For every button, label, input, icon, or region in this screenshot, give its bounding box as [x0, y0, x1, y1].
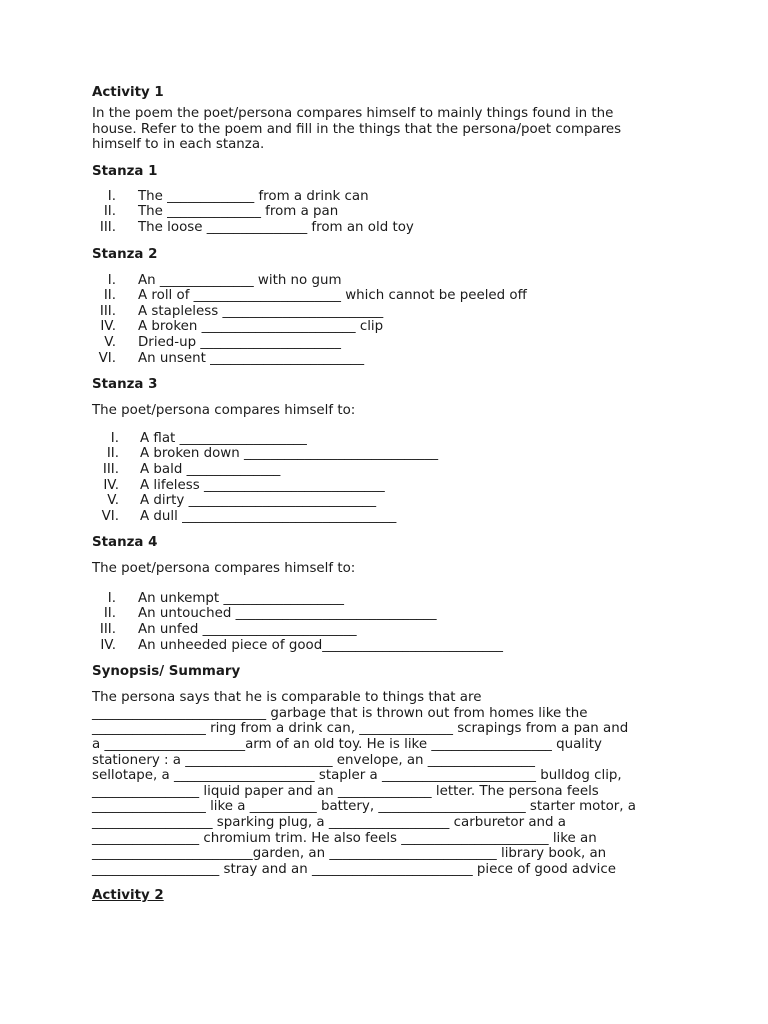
list-text: A broken down _____________________________ — [140, 446, 439, 462]
list-number: II. — [103, 204, 116, 220]
list-text: A bald ______________ — [140, 461, 281, 477]
list-item — [92, 493, 692, 509]
synopsis-line: ___________________ stray and an ________________________ piece of good advice — [92, 861, 616, 877]
synopsis-line: _________________ ring from a drink can, ______________ scrapings from a pan and — [92, 721, 629, 737]
worksheet-content — [92, 84, 692, 905]
synopsis-line: The persona says that he is comparable to things that are — [92, 690, 482, 706]
list-number: III. — [99, 622, 116, 638]
list-text: The loose _______________ from an old toy — [138, 219, 414, 235]
activity1-intro-line: himself to in each stanza. — [92, 137, 265, 153]
stanza1-heading: Stanza 1 — [92, 163, 158, 179]
activity1-intro-line: house. Refer to the poem and fill in the things that the persona/poet compares — [92, 121, 622, 137]
list-text: An unheeded piece of good___________________________ — [138, 637, 503, 653]
synopsis-line: _________________ like a __________ battery, ______________________ starter motor, a — [92, 799, 636, 815]
synopsis-line: __________________________ garbage that is thrown out from homes like the — [92, 705, 588, 721]
stanza3-heading: Stanza 3 — [92, 377, 158, 393]
stanza2-list — [92, 273, 692, 367]
list-text: An unsent _______________________ — [138, 350, 365, 366]
list-number: IV. — [100, 319, 116, 335]
list-number: IV. — [100, 637, 116, 653]
list-item — [92, 220, 692, 236]
list-item — [92, 304, 692, 320]
stanza1-list — [92, 189, 692, 236]
activity2-heading: Activity 2 — [92, 888, 164, 904]
synopsis-line: a _____________________arm of an old toy. He is like __________________ quality — [92, 737, 602, 753]
list-item — [92, 351, 692, 367]
list-number: VI. — [101, 508, 119, 524]
list-item — [92, 462, 692, 478]
list-text: A stapleless ________________________ — [138, 303, 384, 319]
synopsis-line: stationery : a ______________________ envelope, an ________________ — [92, 752, 535, 768]
list-number: II. — [103, 288, 116, 304]
list-item — [92, 319, 692, 335]
list-text: A roll of ______________________ which cannot be peeled off — [138, 288, 527, 304]
list-number: VI. — [98, 350, 116, 366]
list-number: II. — [103, 606, 116, 622]
stanza3-lead: The poet/persona compares himself to: — [92, 403, 356, 419]
stanza4-heading: Stanza 4 — [92, 535, 158, 551]
list-number: I. — [110, 430, 119, 446]
list-item — [92, 335, 692, 351]
synopsis-paragraph — [92, 690, 692, 877]
list-item — [92, 431, 692, 447]
synopsis-line: sellotape, a _____________________ stapler a _______________________ bulldog clip, — [92, 768, 622, 784]
list-number: I. — [107, 272, 116, 288]
activity1-intro-line: In the poem the poet/persona compares himself to mainly things found in the — [92, 106, 614, 121]
stanza4-lead: The poet/persona compares himself to: — [92, 561, 356, 577]
list-item — [92, 509, 692, 525]
list-item — [92, 273, 692, 289]
list-text: The ______________ from a pan — [138, 204, 339, 220]
list-item — [92, 606, 692, 622]
list-text: A flat ___________________ — [140, 430, 307, 446]
list-number: IV. — [103, 477, 119, 493]
stanza2-heading: Stanza 2 — [92, 246, 158, 262]
list-text: A lifeless ___________________________ — [140, 477, 385, 493]
list-item — [92, 638, 692, 654]
list-item — [92, 204, 692, 220]
activity1-heading: Activity 1 — [92, 85, 164, 100]
list-text: An unfed _______________________ — [138, 622, 357, 638]
list-number: III. — [99, 303, 116, 319]
list-text: An untouched ______________________________ — [138, 606, 437, 622]
list-item — [92, 591, 692, 607]
list-text: A broken _______________________ clip — [138, 319, 384, 335]
list-text: The _____________ from a drink can — [138, 188, 369, 204]
synopsis-line: ________________ liquid paper and an ______________ letter. The persona feels — [92, 783, 599, 799]
list-text: Dried-up _____________________ — [138, 334, 341, 350]
list-text: An unkempt __________________ — [138, 590, 344, 606]
list-item — [92, 622, 692, 638]
list-number: III. — [102, 461, 119, 477]
synopsis-line: ________________________garden, an _________________________ library book, an — [92, 846, 607, 862]
list-item — [92, 446, 692, 462]
synopsis-line: __________________ sparking plug, a __________________ carburetor and a — [92, 815, 567, 830]
list-number: III. — [99, 219, 116, 235]
list-item — [92, 288, 692, 304]
list-text: An ______________ with no gum — [138, 272, 342, 288]
stanza4-list — [92, 591, 692, 653]
list-number: II. — [106, 446, 119, 462]
list-text: A dirty ____________________________ — [140, 493, 377, 509]
synopsis-heading: Synopsis/ Summary — [92, 664, 241, 680]
synopsis-line: ________________ chromium trim. He also feels ______________________ like an — [92, 830, 597, 846]
list-number: I. — [107, 188, 116, 204]
list-item — [92, 478, 692, 494]
stanza3-list — [92, 431, 692, 525]
list-text: A dull ________________________________ — [140, 508, 397, 524]
list-number: I. — [107, 590, 116, 606]
list-number: V. — [104, 334, 116, 350]
list-item — [92, 189, 692, 205]
list-number: V. — [107, 493, 119, 509]
